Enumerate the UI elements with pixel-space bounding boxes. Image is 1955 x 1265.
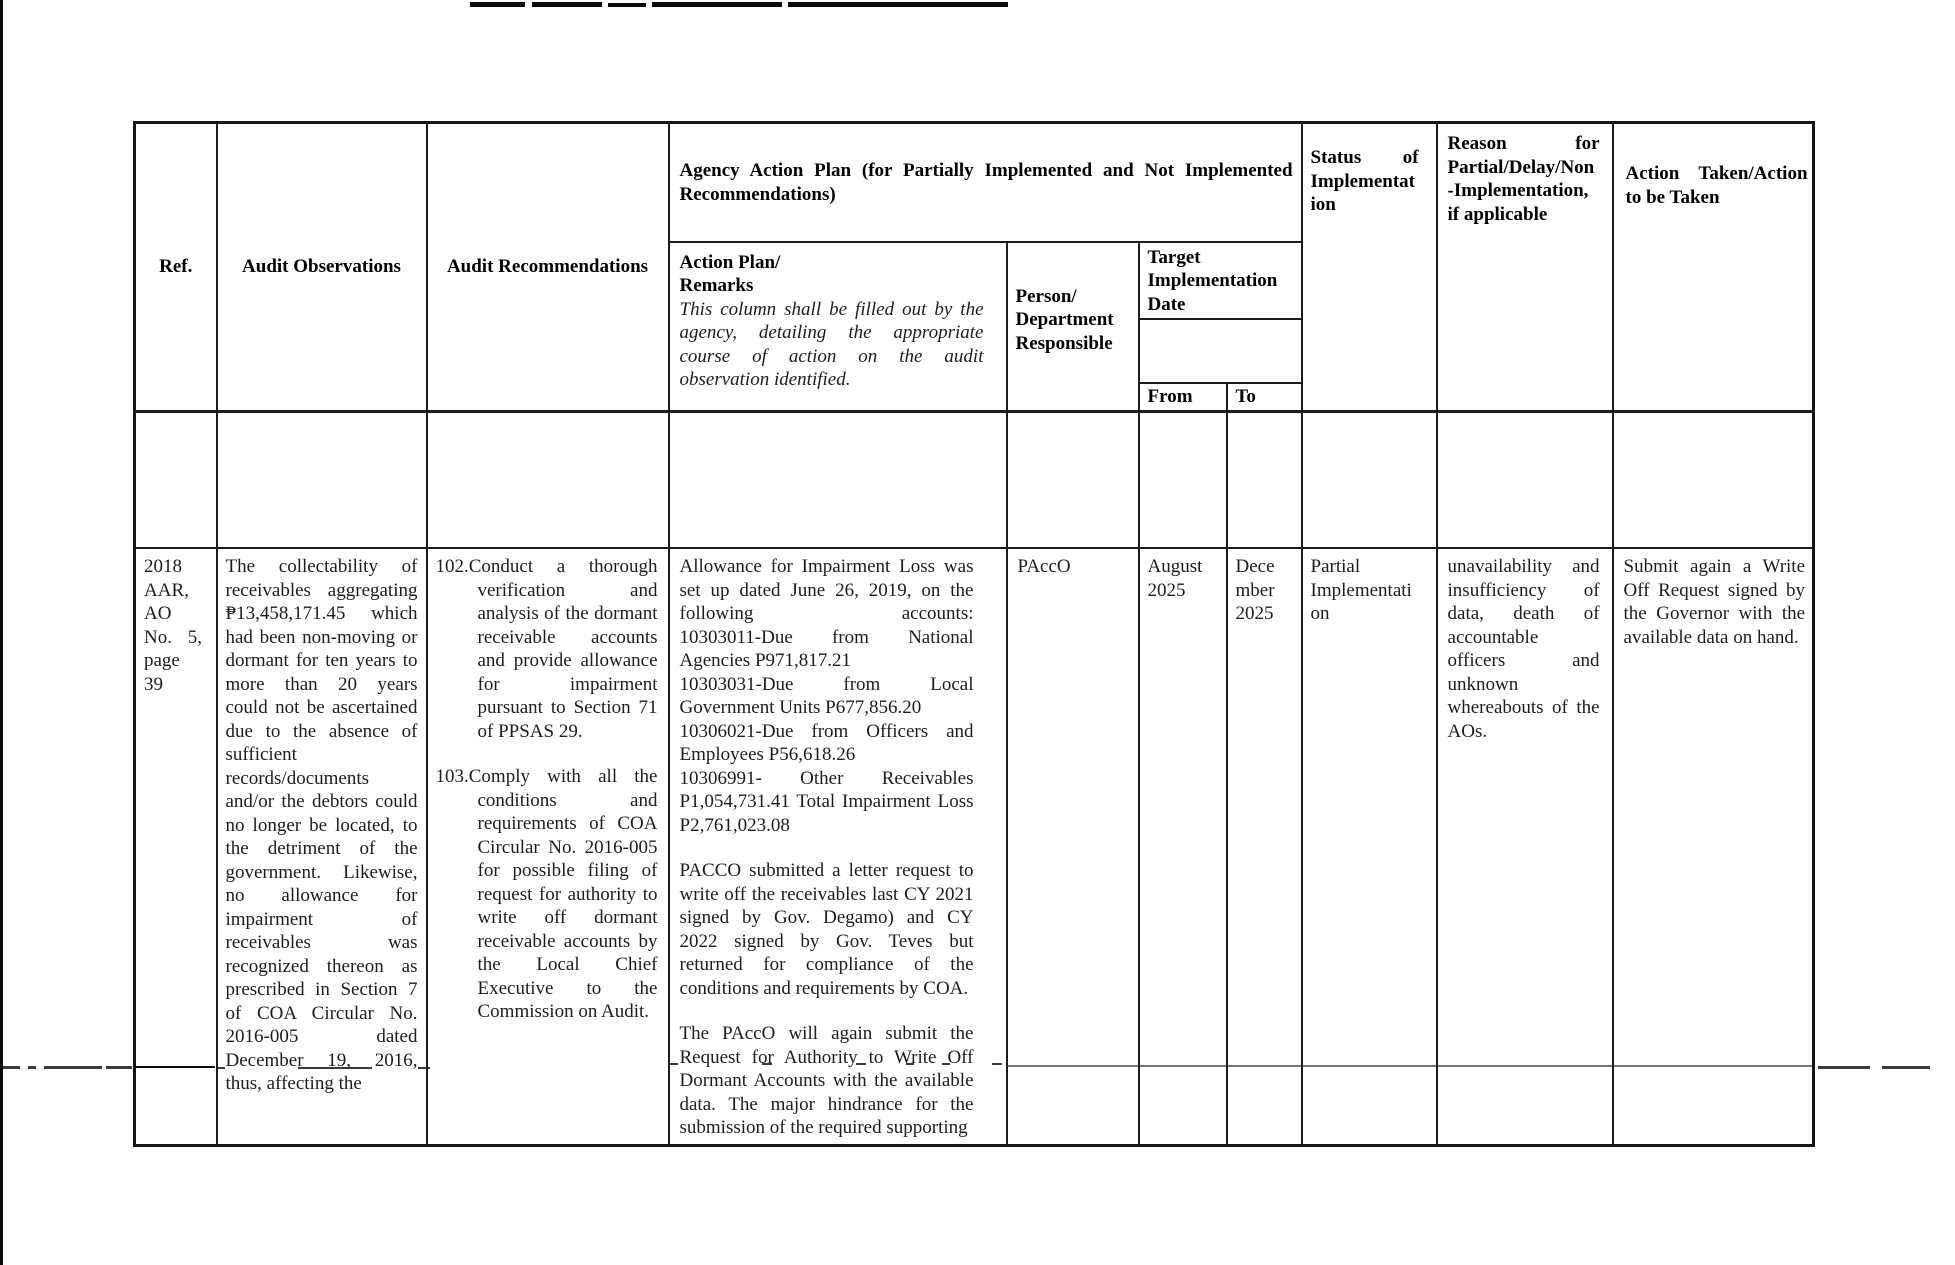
empty-cell-status	[1302, 411, 1437, 548]
cell-from	[1139, 548, 1227, 1145]
header-to	[1227, 383, 1302, 411]
action-plan-paragraph: 10303031-Due from Local Government Units P677,856.20	[679, 673, 974, 718]
empty-cell-observations	[217, 411, 427, 548]
action-plan-paragraph: Allowance for Impairment Loss was set up dated June 26, 2019, on the following accounts:	[679, 556, 974, 624]
cell-action-taken	[1613, 548, 1814, 1145]
header-observations-label: Audit Observations	[242, 256, 401, 277]
header-target-date	[1139, 242, 1302, 320]
ref-value: 2018 AAR, AO No. 5, page 39	[144, 556, 202, 695]
header-status-label: Status of Implementation	[1310, 147, 1419, 215]
cell-observations	[217, 548, 427, 1145]
cell-action-plan	[669, 548, 1007, 1145]
header-agency-action-plan	[669, 123, 1302, 242]
header-from-label: From	[1147, 386, 1193, 407]
empty-cell-to	[1227, 411, 1302, 548]
header-recommendations	[427, 123, 669, 412]
empty-cell-action-taken	[1613, 411, 1814, 548]
action-plan-paragraph: 10303011-Due from National Agencies P971,817.21	[679, 626, 974, 671]
observations-text: The collectability of receivables aggregating ₱13,458,171.45 which had been non-moving or dormant for ten years to more than 20 years could not be ascertained due to the absence of sufficient records/documents and/or the debtors could no longer be located, to the detriment of the government. Likewise, no allowance for impairment of receivables was recognized thereon as prescribed in Section 7 of COA Circular No. 2016-005 dated December 19, 2016, thus, affecting the	[225, 556, 418, 1094]
header-person-department	[1007, 242, 1139, 412]
action-plan-paragraph: 10306021-Due from Officers and Employees P56,618.26	[679, 720, 974, 765]
header-from	[1139, 383, 1227, 411]
audit-action-plan-table	[133, 121, 1815, 1147]
person-value: PAccO	[1017, 556, 1071, 577]
header-target-date-label: Target Implementation Date	[1147, 246, 1278, 315]
empty-cell-person	[1007, 411, 1139, 548]
empty-cell-action-plan	[669, 411, 1007, 548]
header-ref-label: Ref.	[159, 256, 193, 277]
action-plan-paragraph: The PAccO will again submit the Request for Authority to Write Off Dormant Accounts with the available data. The major hindrance for the submission of the required supporting	[679, 1023, 974, 1138]
from-value: August 2025	[1147, 556, 1203, 601]
action-plan-paragraph: PACCO submitted a letter request to write off the receivables last CY 2021 signed by Gov. Degamo) and CY 2022 signed by Gov. Teves but returned for compliance of the conditions and requirements by COA.	[679, 860, 974, 999]
header-to-label: To	[1235, 386, 1256, 407]
header-ref	[135, 123, 217, 412]
action-plan-paragraph: 10306991- Other Receivables P1,054,731.41 Total Impairment Loss P2,761,023.08	[679, 767, 974, 836]
action-plan-title: Action Plan/	[679, 251, 781, 273]
action-plan-subtitle: Remarks	[679, 275, 754, 296]
empty-cell-reason	[1437, 411, 1613, 548]
header-reason	[1437, 123, 1613, 412]
to-value: December 2025	[1235, 556, 1275, 624]
header-agency-action-plan-label: Agency Action Plan (for Partially Implemented and Not Implemented Recommendations)	[679, 160, 1293, 205]
empty-cell-from	[1139, 411, 1227, 548]
header-action-plan-remarks	[669, 242, 1007, 412]
action-plan-note: This column shall be filled out by the agency, detailing the appropriate course of action on the audit observation identified.	[679, 298, 984, 390]
header-reason-label: Reason for Partial/Delay/Non-Implementation, if applicable	[1447, 133, 1600, 225]
recommendation-item: 103.Comply with all the conditions and requirements of COA Circular No. 2016-005 for possible filing of request for authority to write off dormant receivable accounts by the Local Chief Executive to the Commission on Audit.	[435, 766, 658, 1022]
header-target-date-spacer	[1139, 319, 1302, 383]
empty-cell-recommendations	[427, 411, 669, 548]
status-value: Partial Implementation	[1310, 556, 1412, 624]
cell-reason	[1437, 548, 1613, 1145]
data-row	[135, 548, 1814, 1145]
scan-artifact-left-edge	[0, 0, 3, 1265]
header-action-taken-label: Action Taken/Action to be Taken	[1625, 163, 1808, 208]
header-observations	[217, 123, 427, 412]
header-person-department-label: Person/ Department Responsible	[1015, 285, 1114, 354]
header-status	[1302, 123, 1437, 412]
cell-person	[1007, 548, 1139, 1145]
empty-row	[135, 411, 1814, 548]
cell-to	[1227, 548, 1302, 1145]
reason-text: unavailability and insufficiency of data, death of accountable officers and unknown whereabouts of the AOs.	[1447, 556, 1600, 742]
action-taken-text: Submit again a Write Off Request signed by the Governor with the available data on hand.	[1623, 556, 1806, 648]
cell-status	[1302, 548, 1437, 1145]
cell-ref	[135, 548, 217, 1145]
empty-cell-ref	[135, 411, 217, 548]
cell-recommendations	[427, 548, 669, 1145]
header-recommendations-label: Audit Recommendations	[446, 256, 649, 277]
header-action-taken	[1613, 123, 1814, 412]
recommendation-item: 102.Conduct a thorough verification and analysis of the dormant receivable accounts and provide allowance for impairment pursuant to Section 71 of PPSAS 29.	[435, 556, 658, 742]
